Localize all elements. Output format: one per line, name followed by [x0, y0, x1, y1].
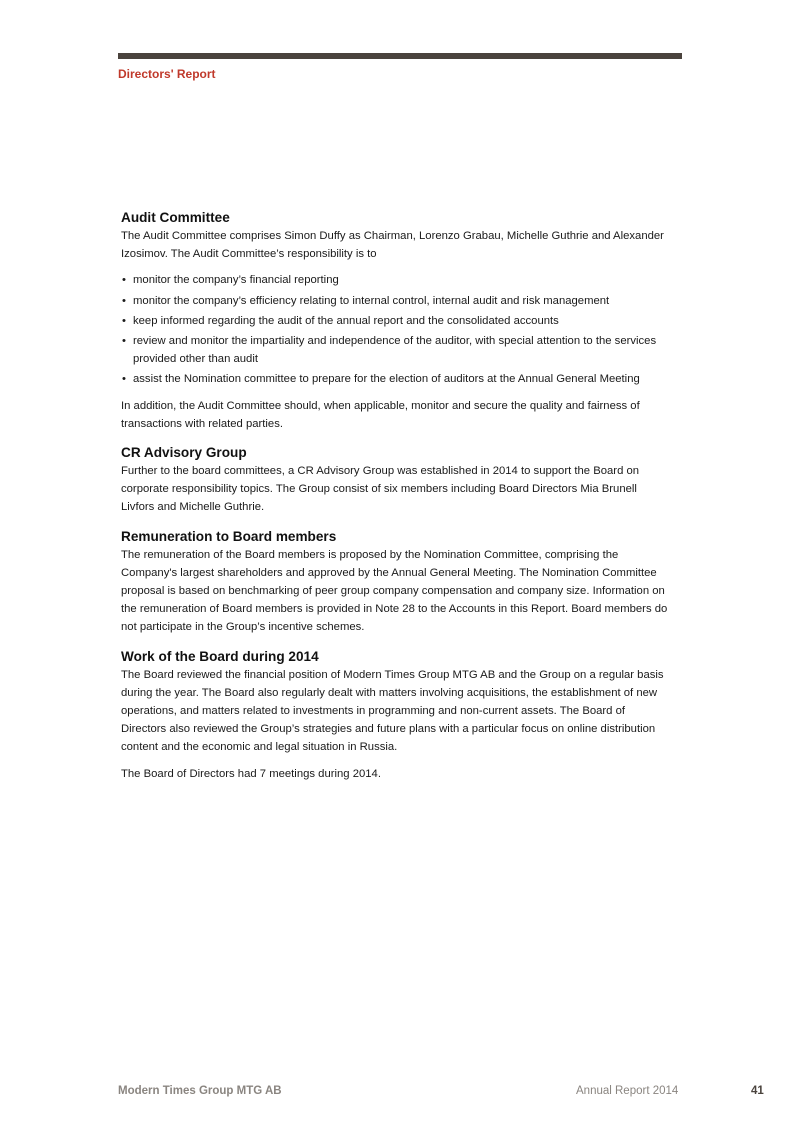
audit-committee-intro: The Audit Committee comprises Simon Duffy as Chairman, Lorenzo Grabau, Michelle Guthrie and Alexander Izosimov. The Audit Committee’s responsibility is to	[121, 230, 664, 261]
page-number: 41	[751, 1085, 764, 1097]
bullet-icon: •	[122, 335, 126, 348]
cr-advisory-heading: CR Advisory Group	[121, 445, 247, 461]
main-content	[121, 209, 669, 783]
work-of-board-body: The Board reviewed the financial position of Modern Times Group MTG AB and the Group on a regular basis during the year. The Board also regularly dealt with matters involving acquisitions, the establishment of new operations, and matters related to investments in programming and non-current assets. The Board of Directors also reviewed the Group’s strategies and future plans with a particular focus on online distribution content and the economic and legal situation in Russia.	[121, 668, 664, 754]
work-of-board-heading: Work of the Board during 2014	[121, 648, 319, 664]
remuneration-body: The remuneration of the Board members is proposed by the Nomination Committee, comprising the Company's largest shareholders and approved by the Annual General Meeting. The Nomination Committee proposal is based on benchmarking of peer group company compensation and company size. Information on the remuneration of Board members is provided in Note 28 to the Accounts in this Report. Board members do not participate in the Group’s incentive schemes.	[121, 548, 668, 634]
footer-report-title: Annual Report 2014	[576, 1085, 679, 1097]
audit-committee-closing: In addition, the Audit Committee should, when applicable, monitor and secure the quality and fairness of transactions with related parties.	[121, 399, 640, 430]
remuneration-heading: Remuneration to Board members	[121, 528, 337, 544]
audit-committee-heading: Audit Committee	[121, 210, 230, 225]
footer-company: Modern Times Group MTG AB	[118, 1085, 282, 1097]
header-rule	[118, 53, 682, 59]
cr-advisory-body: Further to the board committees, a CR Advisory Group was established in 2014 to support the Board on corporate responsibility topics. The Group consist of six members including Board Directors Mia Brunell Livfors and Michelle Guthrie.	[121, 465, 640, 514]
list-item: • monitor the company’s efficiency relating to internal control, internal audit and risk management	[121, 292, 669, 310]
bullet-icon: •	[122, 373, 126, 386]
bullet-icon: •	[122, 294, 126, 307]
list-item: • review and monitor the impartiality and independence of the auditor, with special attention to the services provided other than audit	[121, 332, 669, 368]
bullet-icon: •	[122, 274, 126, 287]
bullet-icon: •	[122, 314, 126, 327]
section-label: Directors' Report	[118, 67, 216, 81]
list-item: • assist the Nomination committee to prepare for the election of auditors at the Annual General Meeting	[121, 370, 669, 388]
audit-committee-responsibilities	[121, 271, 669, 388]
list-item: • monitor the company’s financial reporting	[121, 271, 669, 289]
list-item: • keep informed regarding the audit of the annual report and the consolidated accounts	[121, 312, 669, 330]
board-meetings-count: The Board of Directors had 7 meetings during 2014.	[121, 767, 381, 780]
